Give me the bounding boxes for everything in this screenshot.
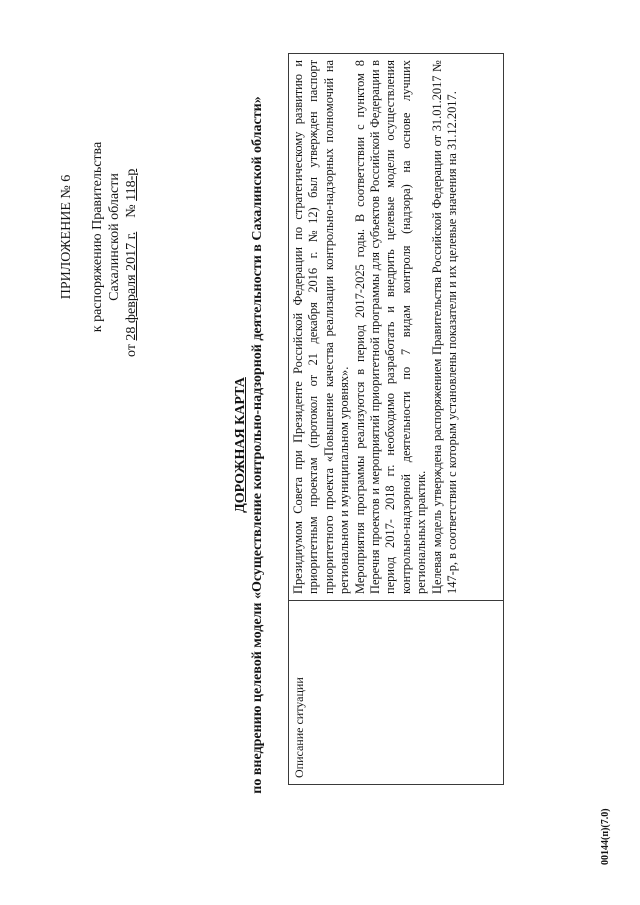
roadmap-table xyxy=(288,53,504,785)
from-label: от xyxy=(124,344,139,357)
row-label: Описание ситуации xyxy=(289,600,503,784)
document-title: ДОРОЖНАЯ КАРТА xyxy=(233,377,248,513)
appendix-line-1: к распоряжению Правительства xyxy=(90,141,105,333)
form-code: 00144(п)(7.0) xyxy=(600,808,611,865)
order-date: 28 февраля 2017 г. xyxy=(124,231,139,341)
order-number: 118-р xyxy=(124,168,139,201)
paragraph: Мероприятия программы реализуются в период 2017-2025 годы. В соответствии с пунктом 8 Перечня проектов и мероприятий приоритетной программы для субъектов Российской Федерации в период 2017- 2018 гг. необходимо разработать и внедрить целевые модели осуществления контрольно-надзорной деятельности по 7 видам контроля (надзора) на основе лучших региональных практик. xyxy=(352,60,429,594)
row-content xyxy=(289,54,503,600)
document-title-block xyxy=(232,85,266,805)
number-label: № xyxy=(124,204,139,218)
paragraph: Президиумом Совета при Президенте Российской Федерации по стратегическому развитию и приоритетным проектам (протокол от 21 декабря 2016 г. №12) был утвержден паспорт приоритетного проекта «Повышение качества реализации контрольно-надзорных полномочий на региональном и муниципальном уровнях». xyxy=(291,60,352,594)
paragraph: Целевая модель утверждена распоряжением Правительства Российской Федерации от 31.01.2017 № 147-р, в соответствии с которым установлены показатели и их целевые значения на 31.12.2017. xyxy=(429,60,460,594)
appendix-title: ПРИЛОЖЕНИЕ № 6 xyxy=(59,174,74,300)
appendix-line-2: Сахалинской области xyxy=(107,173,122,301)
document-subtitle: по внедрению целевой модели «Осуществление контрольно-надзорной деятельности в Сахалинской области» xyxy=(250,96,265,794)
order-date-line xyxy=(123,117,140,357)
appendix-header xyxy=(58,117,140,357)
